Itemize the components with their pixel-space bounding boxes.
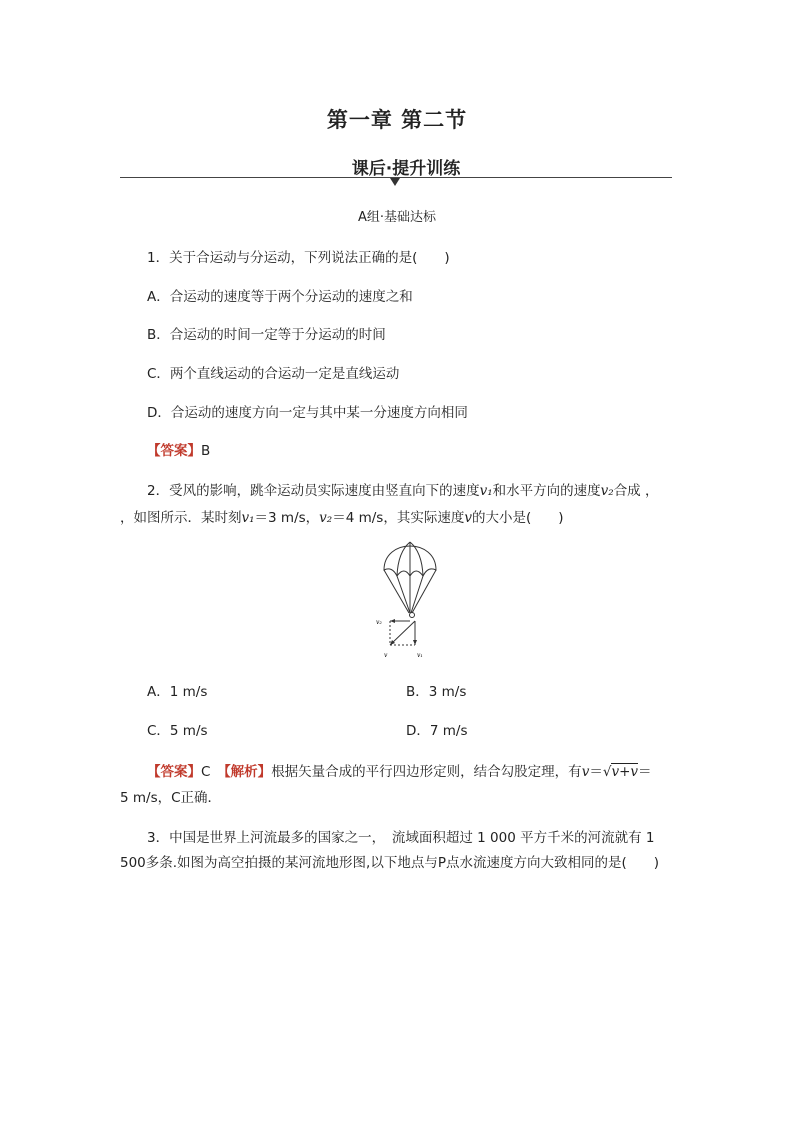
analysis-text: 根据矢量合成的平行四边形定则，结合勾股定理，有 [271, 764, 582, 780]
q2-text: 合成 ， [613, 483, 659, 499]
analysis-eq: ＝ [589, 764, 603, 780]
q2-option-c: C．5 m/s [147, 723, 208, 739]
chapter-title: 第一章 第二节 [326, 108, 468, 132]
jumper-head [410, 613, 415, 618]
q2-option-b: B．3 m/s [406, 684, 467, 700]
arrowhead-v2-icon [390, 619, 395, 623]
q2-text: 和水平方向的速度 [492, 483, 601, 499]
answer-value: B [201, 443, 211, 459]
answer-value: C [201, 764, 211, 780]
figure-label-v2: v₂ [376, 619, 382, 626]
parachute-figure [370, 538, 450, 663]
q2-var-v: v [464, 510, 472, 526]
figure-label-v1: v₁ [417, 652, 423, 659]
analysis-eq-end: ＝ [638, 764, 652, 780]
q2-var-v1: v₁ [241, 510, 255, 526]
parachute-line [412, 570, 436, 613]
parachute-line [384, 570, 409, 613]
q2-var-v2: v₂ [319, 510, 333, 526]
parachute-line [397, 576, 410, 613]
analysis-var-v: v [581, 764, 590, 780]
q2-text: ＝3 m/s， [254, 510, 320, 526]
q2-stem-line1 [147, 479, 658, 499]
q2-stem-line2 [120, 506, 564, 526]
q3-stem-line2: 500多条.如图为高空拍摄的某河流地形图,以下地点与P点水流速度方向大致相同的是( ) [120, 855, 660, 871]
q2-answer-line1 [147, 760, 652, 780]
q1-option-a: A．合运动的速度等于两个分运动的速度之和 [147, 289, 413, 305]
q2-option-d: D．7 m/s [406, 723, 468, 739]
parachute-line [411, 576, 423, 613]
q1-answer [147, 439, 210, 459]
q2-answer-line2: 5 m/s，C正确． [120, 790, 222, 806]
group-title: A组·基础达标 [357, 210, 437, 225]
q1-option-b: B．合运动的时间一定等于分运动的时间 [147, 327, 386, 343]
q1-option-c: C．两个直线运动的合运动一定是直线运动 [147, 366, 400, 382]
velocity-v-arrow [390, 621, 415, 645]
q2-var-v1: v₁ [479, 483, 493, 499]
q1-stem: 1．关于合运动与分运动，下列说法正确的是( ) [147, 250, 450, 266]
q2-text: ，如图所示．某时刻 [120, 510, 242, 526]
answer-tag: 【答案】 [147, 764, 201, 780]
sqrt-icon: √ [602, 764, 612, 780]
q2-text: ＝4 m/s，其实际速度 [332, 510, 465, 526]
arrowhead-v1-icon [413, 640, 417, 645]
q1-option-d: D．合运动的速度方向一定与其中某一分速度方向相同 [147, 405, 468, 421]
q2-var-v2: v₂ [600, 483, 614, 499]
q2-text: 2．受风的影响，跳伞运动员实际速度由竖直向下的速度 [147, 483, 480, 499]
triangle-marker-icon [390, 178, 400, 186]
analysis-sqrt-body: v+v [611, 764, 639, 780]
q2-text: 的大小是( ) [471, 510, 564, 526]
answer-tag: 【答案】 [147, 443, 201, 459]
figure-label-v: v [384, 652, 388, 659]
analysis-tag: 【解析】 [223, 764, 272, 780]
section-title: 课后·提升训练 [351, 159, 461, 179]
q2-option-a: A．1 m/s [147, 684, 208, 700]
q3-stem-line1: 3．中国是世界上河流最多的国家之一， 流域面积超过 1 000 平方千米的河流就有 1 [147, 830, 655, 846]
